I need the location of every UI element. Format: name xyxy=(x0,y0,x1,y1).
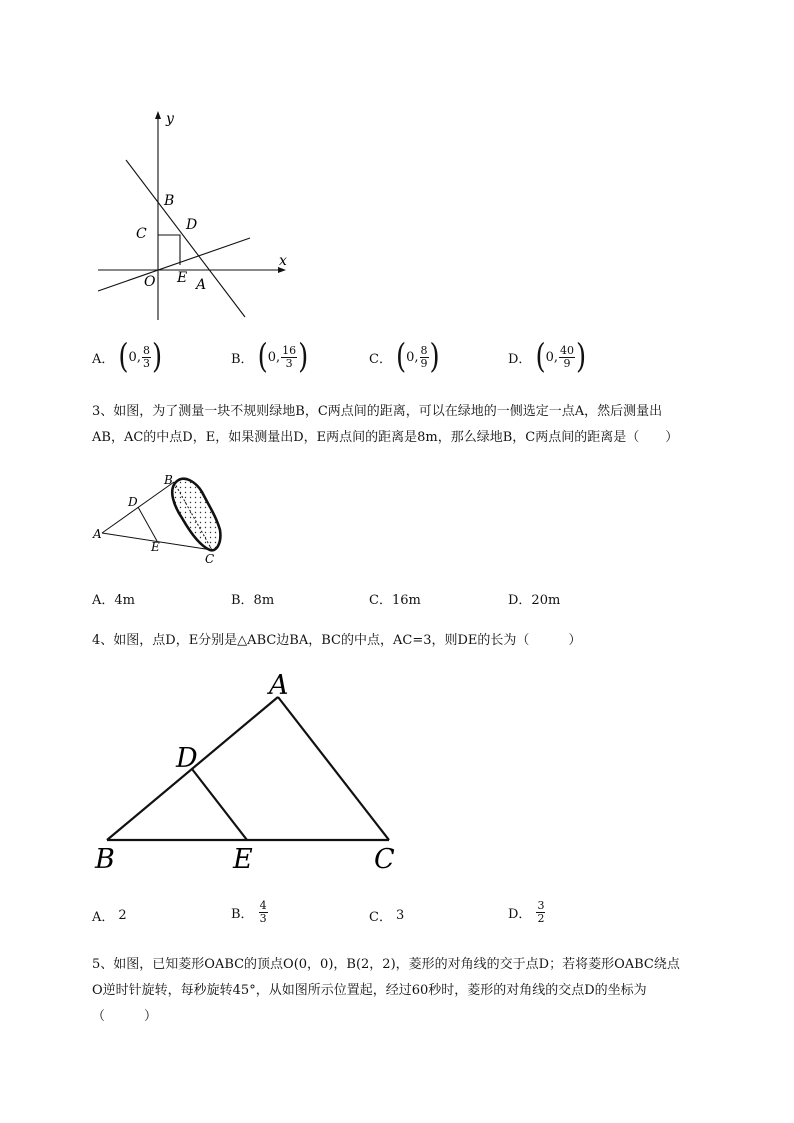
q3-option-d[interactable]: D．20m xyxy=(508,593,561,608)
q5-text-line1: 5、如图，已知菱形OABC的顶点O(0，0)，B(2，2)，菱形的对角线的交于点D；若将菱形OABC绕点 xyxy=(92,957,680,972)
label-o: O xyxy=(144,274,156,290)
label-a: A xyxy=(196,277,207,293)
label-x: x xyxy=(279,253,287,269)
option-label: C． xyxy=(369,351,392,367)
label-d: D xyxy=(128,495,138,509)
q5-text-line2: O逆时针旋转，每秒旋转45°，从如图所示位置起，经过60秒时，菱形的对角线的交点D的坐标为 xyxy=(92,983,647,998)
label-c: C xyxy=(136,226,147,242)
option-label: B． xyxy=(231,351,254,367)
q3-option-a[interactable]: A．4m xyxy=(92,593,135,608)
coordinate-figure xyxy=(90,105,300,325)
q2-option-b[interactable]: B． ( 0 , $\frac{16}{3}$ ) xyxy=(231,337,309,377)
q2-option-c[interactable]: C． ( 0 , $\frac{8}{9}$ ) xyxy=(369,337,440,377)
label-a: A xyxy=(269,670,289,701)
q5-text-line3: （ ） xyxy=(92,1009,158,1024)
q4-option-c[interactable]: C． 3 xyxy=(369,908,405,925)
line-oe xyxy=(98,238,250,291)
green-area xyxy=(172,479,220,551)
label-c: C xyxy=(374,844,395,875)
q2-option-a[interactable]: A． ( 0 , $\frac{8}{3}$ ) xyxy=(92,337,163,377)
option-label: A． xyxy=(92,351,115,367)
label-e: E xyxy=(233,844,253,875)
q4-triangle-figure xyxy=(90,665,410,875)
label-d: D xyxy=(186,217,198,233)
label-b: B xyxy=(95,844,115,875)
q3-option-c[interactable]: C．16m xyxy=(369,593,421,608)
label-b: B xyxy=(164,473,173,487)
label-a: A xyxy=(93,527,102,541)
label-c: C xyxy=(205,552,215,566)
rectangle-cd xyxy=(158,235,180,265)
q4-option-d[interactable]: D． $\frac{3}{2}$ xyxy=(508,899,545,925)
q3-option-b[interactable]: B．8m xyxy=(231,593,275,608)
q3-text-line1: 3、如图，为了测量一块不规则绿地B，C两点间的距离，可以在绿地的一侧选定一点A，然后测量出 xyxy=(92,404,663,419)
option-label: D． xyxy=(508,351,532,367)
label-e: E xyxy=(151,540,160,554)
label-d: D xyxy=(176,743,198,774)
q4-option-a[interactable]: A． 2 xyxy=(92,908,127,925)
label-y: y xyxy=(166,111,174,127)
q2-option-d[interactable]: D． ( 0 , $\frac{40}{9}$ ) xyxy=(508,337,587,377)
q3-figure xyxy=(88,470,238,570)
q3-text-line2: AB，AC的中点D，E，如果测量出D，E两点间的距离是8m，那么绿地B，C两点间的距离是（ ） xyxy=(92,430,679,445)
label-b: B xyxy=(164,193,175,209)
q4-option-b[interactable]: B． $\frac{4}{3}$ xyxy=(231,899,267,925)
label-e: E xyxy=(177,270,188,286)
q4-text-line1: 4、如图，点D，E分别是△ABC边BA，BC的中点，AC=3，则DE的长为（ ） xyxy=(92,633,582,648)
